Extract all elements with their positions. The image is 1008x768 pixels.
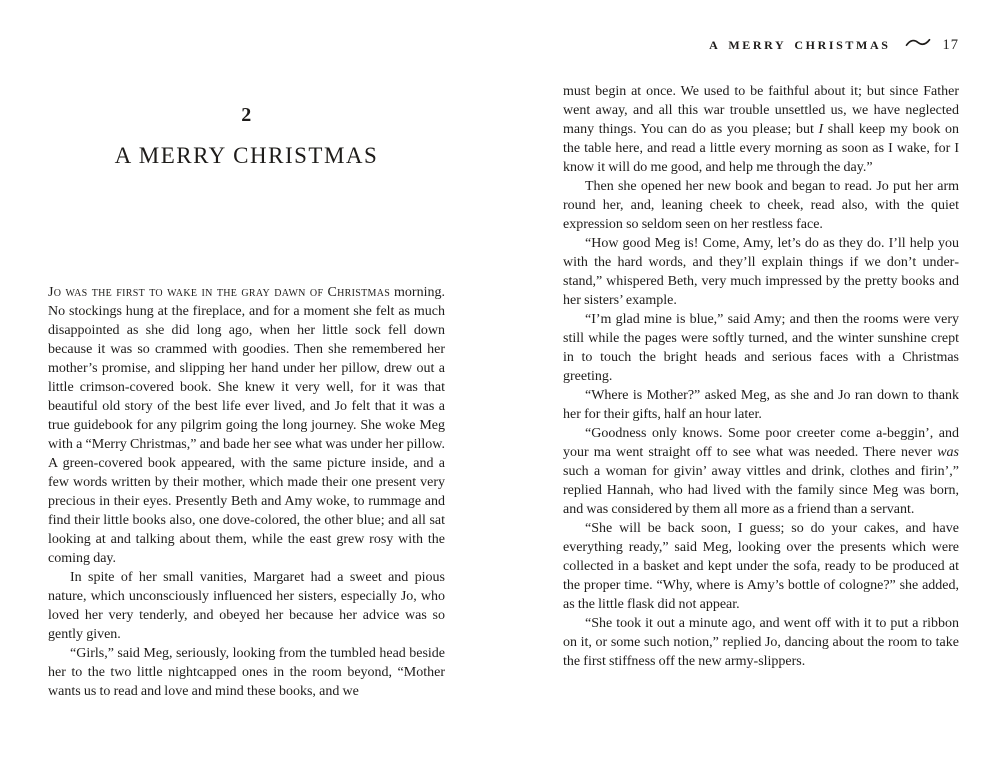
text-run: “Where is Mother?” asked Meg, as she and Jo ran down to thank her for their gifts, half an hour later. xyxy=(563,388,959,422)
text-run: “I’m glad mine is blue,” said Amy; and then the rooms were very still while the pages were softly turned, and the winter sunshine crept in to touch the bright heads and serious faces with a Christmas greeting. xyxy=(563,312,959,384)
left-page-body-text xyxy=(48,283,445,701)
left-page xyxy=(48,0,445,768)
chapter-number: 2 xyxy=(241,104,252,126)
right-page-body-text xyxy=(563,82,959,671)
body-paragraph xyxy=(563,386,959,424)
text-run: was xyxy=(937,445,959,460)
text-run: Then she opened her new book and began to read. Jo put her arm round her, and, leaning cheek to cheek, read also, with the quiet expression so seldom seen on her restless face. xyxy=(563,179,959,232)
running-head-title: A MERRY CHRISTMAS xyxy=(709,38,891,52)
text-run: I xyxy=(818,122,824,137)
small-caps-lead-in: Jo was the first to wake in the gray dawn of Christmas xyxy=(48,285,391,300)
body-paragraph xyxy=(563,310,959,386)
text-run: “She will be back soon, I guess; so do your cakes, and have everything ready,” said Meg, looking over the presents which were collected in a basket and kept under the sofa, ready to be produced at the proper time. “Why, where is Amy’s bottle of cologne?” she added, as the little flask did not appear. xyxy=(563,521,959,612)
text-run: “Goodness only knows. Some poor creeter come a-beggin’, and your ma went straight off to see what was needed. There never xyxy=(563,426,959,460)
chapter-title: A MERRY CHRISTMAS xyxy=(114,143,379,168)
running-head xyxy=(563,36,959,54)
text-run: “She took it out a minute ago, and went off with it to put a ribbon on it, or some such notion,” replied Jo, dancing about the room to take the first stiffness off the new army-slippers. xyxy=(563,616,959,669)
text-run: “How good Meg is! Come, Amy, let’s do as they do. I’ll help you with the hard words, and they’ll explain things if we don’t understand,” whispered Beth, very much impressed by the pretty books and her sisters’ example. xyxy=(563,236,959,308)
body-paragraph xyxy=(563,234,959,310)
text-run: “Girls,” said Meg, seriously, looking from the tumbled head beside her to the two little nightcapped ones in the room beyond, “Mother wants us to read and love and mind these books, and we xyxy=(48,646,445,699)
body-paragraph xyxy=(563,519,959,614)
body-paragraph xyxy=(563,82,959,177)
right-page xyxy=(563,0,959,768)
text-run: such a woman for givin’ away vittles and drink, clothes and firin’,” replied Hannah, who had lived with the family since Meg was born, and was considered by them all more as a friend than a servant. xyxy=(563,464,959,517)
swung-dash-ornament-icon xyxy=(905,35,931,53)
text-run: morning. No stockings hung at the fireplace, and for a moment she felt as much disappointed as she did long ago, when her little sock fell down because it was so crammed with goodies. Then she remembered her mother’s promise, and slipping her hand under her pillow, drew out a little crimson-covered book. She knew it very well, for it was that beautiful old story of the best life ever lived, and Jo felt that it was a true guidebook for any pilgrim going the long journey. She woke Meg with a “Merry Christmas,” and bade her see what was under her pillow. A green-covered book appeared, with the same picture inside, and a few words written by their mother, which made their one present very precious in their eyes. Presently Beth and Amy woke, to rummage and find their little books also, one dove-colored, the other blue; and all sat looking at and talking about them, while the east grew rosy with the coming day. xyxy=(48,285,445,566)
text-run: In spite of her small vanities, Margaret had a sweet and pious nature, which unconsciously influenced her sisters, especially Jo, who loved her very tenderly, and obeyed her because her advice was so gently given. xyxy=(48,570,445,642)
body-paragraph xyxy=(48,644,445,701)
body-paragraph xyxy=(563,177,959,234)
body-paragraph xyxy=(48,283,445,568)
chapter-head xyxy=(48,104,445,169)
body-paragraph xyxy=(48,568,445,644)
body-paragraph xyxy=(563,424,959,519)
body-paragraph xyxy=(563,614,959,671)
text-run: must begin at once. We used to be faithful about it; but since Father went away, and all this war trouble unsettled us, we have neglected many things. You can do as you please; but xyxy=(563,84,959,137)
text-run: shall keep my book on the table here, and read a little every morning as soon as I wake, for I know it will do me good, and help me through the day.” xyxy=(563,122,960,175)
page-number: 17 xyxy=(942,37,959,53)
